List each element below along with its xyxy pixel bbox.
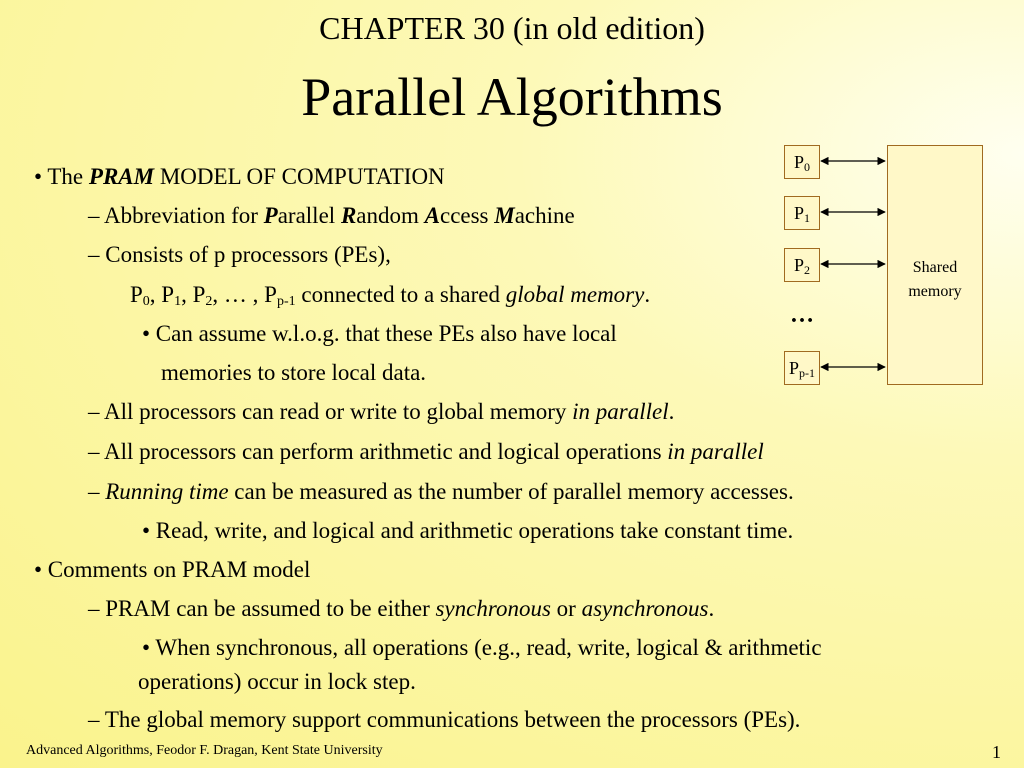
chapter-title: CHAPTER 30 (in old edition) <box>319 10 705 46</box>
sub-bullet-global-memory: – The global memory support communications between the processors (PEs). <box>88 707 801 732</box>
slide-title: Parallel Algorithms <box>301 67 723 127</box>
sub-bullet-running-time: – Running time can be measured as the number of parallel memory accesses. <box>88 479 794 504</box>
pram-emphasis: PRAM <box>88 164 155 189</box>
processor-list-line: $P_0$, $P_1$, $P_2$, … , $P_{p-1}$ connected to a shared global memory. <box>130 282 651 309</box>
sub-bullet-arithmetic: – All processors can perform arithmetic and logical operations in parallel <box>88 439 764 464</box>
sub-bullet-abbreviation: – Abbreviation for Parallel Random Access Machine <box>88 203 575 228</box>
shared-memory-box <box>887 145 983 385</box>
sub-sub-bullet-lock-step: • When synchronous, all operations (e.g., read, write, logical & arithmetic <box>142 635 822 660</box>
bullet-comments: • Comments on PRAM model <box>34 557 311 582</box>
sub-bullet-read-write: – All processors can read or write to global memory in parallel. <box>88 399 675 424</box>
bullet-pram-model: • The PRAM MODEL OF COMPUTATION <box>34 164 445 189</box>
processor-box-pp-1: $P_{p-1}$ <box>784 351 820 385</box>
processor-box-p2: $P_2$ <box>784 248 820 282</box>
sub-bullet-synchronous: – PRAM can be assumed to be either synchronous or asynchronous. <box>88 596 715 621</box>
processor-box-p0: $P_0$ <box>784 145 820 179</box>
lock-step-continuation: operations) occur in lock step. <box>138 669 416 694</box>
local-memory-continuation: memories to store local data. <box>161 360 427 385</box>
processor-ellipsis: … <box>790 302 814 328</box>
processor-box-p1: $P_1$ <box>784 196 820 230</box>
sub-sub-bullet-local-memory: • Can assume w.l.o.g. that these PEs also have local <box>142 321 617 346</box>
sub-sub-bullet-constant-time: • Read, write, and logical and arithmetic operations take constant time. <box>142 518 794 543</box>
sub-bullet-consists: – Consists of p processors (PEs), <box>88 242 391 267</box>
shared-memory-label: Shared memory <box>908 259 962 300</box>
footer-credit: Advanced Algorithms, Feodor F. Dragan, Kent State University <box>26 743 383 758</box>
slide-number: 1 <box>992 742 1001 762</box>
